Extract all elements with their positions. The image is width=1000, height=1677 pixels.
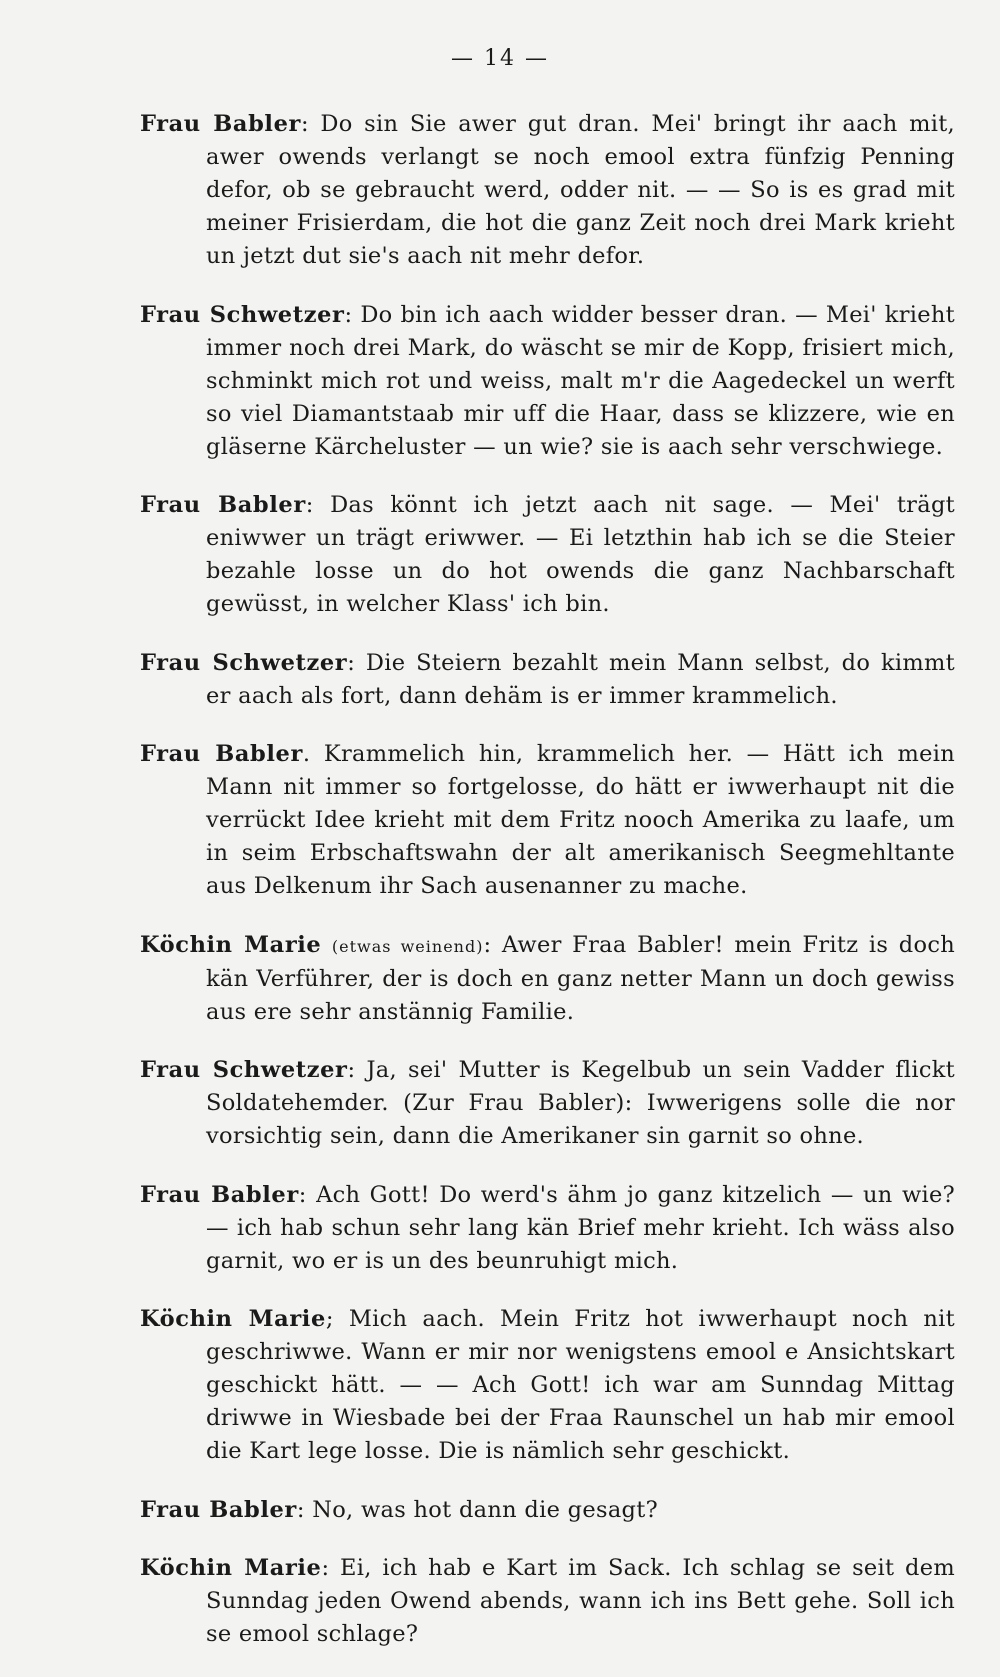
page-number: — 14 — [451, 46, 549, 71]
speaker-name: Frau Babler [140, 741, 303, 767]
speech-5: Frau Babler. Krammelich hin, krammelich her. — Hätt ich mein Mann nit immer so fortgelosse, do hätt er iwwerhaupt nit die verrückt Idee krieht mit dem Fritz nooch Amerika zu laafe, um in seim Erbschaftswahn der alt amerikanisch Seegmehltante aus Delkenum ihr Sach ausenanner zu mache. [140, 741, 955, 899]
speaker-name: Köchin Marie [140, 1555, 322, 1581]
speech-9: Köchin Marie; Mich aach. Mein Fritz hot iwwerhaupt noch nit geschriwwe. Wann er mir nor wenigstens emool e Ansichtskart geschickt hätt. — — Ach Gott! ich war am Sunndag Mittag driwwe in Wiesbade bei der Fraa Raunschel un hab mir emool die Kart lege losse. Die is nämlich sehr geschickt. [140, 1306, 955, 1464]
speech-text: Ach Gott! Do werd's ähm jo ganz kitzelich — un wie? — ich hab schun sehr lang kän Brief mehr krieht. Ich wäss also garnit, wo er is un des beunruhigt mich. [206, 1181, 955, 1274]
speech-11: Köchin Marie: Ei, ich hab e Kart im Sack. Ich schlag se seit dem Sunndag jeden Owend abends, wann ich ins Bett gehe. Soll ich se emool schlage? [140, 1555, 955, 1647]
speech-text: No, was hot dann die gesagt? [312, 1496, 658, 1523]
speaker-name: Frau Babler [140, 1181, 299, 1208]
speaker-name: Frau Babler [140, 492, 306, 518]
stage-direction: (etwas weinend) [331, 936, 484, 956]
speech-text: Die Steiern bezahlt mein Mann selbst, do kimmt er aach als fort, dann dehäm is er immer krammelich. [206, 649, 956, 709]
speech-text: Do sin Sie awer gut dran. Mei' bringt ihr aach mit, awer owends verlangt se noch emool extra fünfzig Penning defor, ob se gebraucht werd, odder nit. — — So is es grad mit meiner Frisierdam, die hot die ganz Zeit noch drei Mark krieht un jetzt dut sie's aach nit mehr defor. [206, 111, 955, 269]
speech-4: Frau Schwetzer: Die Steiern bezahlt mein Mann selbst, do kimmt er aach als fort, dann dehäm is er immer krammelich. [140, 649, 956, 709]
speech-text: Das könnt ich jetzt aach nit sage. — Mei' trägt eniwwer un trägt eriwwer. — Ei letzthin hab ich se die Steier bezahle losse un do hot owends die ganz Nachbarschaft gewüsst, in welcher Klass' ich bin. [206, 492, 955, 617]
speech-text: Mich aach. Mein Fritz hot iwwerhaupt noch nit geschriwwe. Wann er mir nor wenigstens emool e Ansichtskart geschickt hätt. — — Ach Gott! ich war am Sunndag Mittag driwwe in Wiesbade bei der Fraa Raunschel un hab mir emool die Kart lege losse. Die is nämlich sehr geschickt. [206, 1306, 955, 1464]
speech-10: Frau Babler: No, was hot dann die gesagt? [140, 1496, 658, 1523]
speaker-name: Frau Schwetzer [140, 1057, 348, 1083]
speech-text: Ja, sei' Mutter is Kegelbub un sein Vadder flickt Soldatehemder. (Zur Frau Babler): Iwwerigens solle die nor vorsichtig sein, dann die Amerikaner sin garnit so ohne. [206, 1057, 955, 1149]
speaker-name: Frau Schwetzer [140, 649, 348, 676]
speaker-name: Frau Schwetzer [140, 301, 345, 328]
speech-2: Frau Schwetzer: Do bin ich aach widder besser dran. — Mei' krieht immer noch drei Mark, do wäscht se mir de Kopp, frisiert mich, schminkt mich rot und weiss, malt m'r die Aagedeckel un werft so viel Diamantstaab mir uff die Haar, dass se klizzere, wie en gläserne Kärcheluster — un wie? sie is aach sehr verschwiege. [140, 301, 955, 460]
speaker-name: Köchin Marie [140, 931, 322, 958]
speech-text: Krammelich hin, krammelich her. — Hätt ich mein Mann nit immer so fortgelosse, do hätt er iwwerhaupt nit die verrückt Idee krieht mit dem Fritz nooch Amerika zu laafe, um in seim Erbschaftswahn der alt amerikanisch Seegmehltante aus Delkenum ihr Sach ausenanner zu mache. [206, 741, 955, 899]
speech-8: Frau Babler: Ach Gott! Do werd's ähm jo ganz kitzelich — un wie? — ich hab schun sehr lang kän Brief mehr krieht. Ich wäss also garnit, wo er is un des beunruhigt mich. [140, 1181, 955, 1274]
speech-7: Frau Schwetzer: Ja, sei' Mutter is Kegelbub un sein Vadder flickt Soldatehemder. (Zur Frau Babler): Iwwerigens solle die nor vorsichtig sein, dann die Amerikaner sin garnit so ohne. [140, 1057, 955, 1149]
speech-6: Köchin Marie (etwas weinend): Awer Fraa Babler! mein Fritz is doch kän Verführer, der is doch en ganz netter Mann un doch gewiss aus ere sehr anstännig Familie. [140, 931, 956, 1025]
speech-text: Awer Fraa Babler! mein Fritz is doch kän Verführer, der is doch en ganz netter Mann un doch gewiss aus ere sehr anstännig Familie. [206, 931, 956, 1025]
speech-3: Frau Babler: Das könnt ich jetzt aach nit sage. — Mei' trägt eniwwer un trägt eriwwer. — Ei letzthin hab ich se die Steier bezahle losse un do hot owends die ganz Nachbarschaft gewüsst, in welcher Klass' ich bin. [140, 492, 955, 617]
dialogue-text [140, 108, 955, 1677]
speech-text: Do bin ich aach widder besser dran. — Mei' krieht immer noch drei Mark, do wäscht se mir de Kopp, frisiert mich, schminkt mich rot und weiss, malt m'r die Aagedeckel un werft so viel Diamantstaab mir uff die Haar, dass se klizzere, wie en gläserne Kärcheluster — un wie? sie is aach sehr verschwiege. [206, 301, 955, 460]
speaker-name: Köchin Marie [140, 1306, 326, 1332]
speaker-name: Frau Babler [140, 1496, 297, 1523]
speech-text: Ei, ich hab e Kart im Sack. Ich schlag se seit dem Sunndag jeden Owend abends, wann ich ins Bett gehe. Soll ich se emool schlage? [206, 1555, 955, 1647]
speech-1: Frau Babler: Do sin Sie awer gut dran. Mei' bringt ihr aach mit, awer owends verlangt se noch emool extra fünfzig Penning defor, ob se gebraucht werd, odder nit. — — So is es grad mit meiner Frisierdam, die hot die ganz Zeit noch drei Mark krieht un jetzt dut sie's aach nit mehr defor. [140, 111, 955, 269]
speaker-name: Frau Babler [140, 111, 301, 137]
